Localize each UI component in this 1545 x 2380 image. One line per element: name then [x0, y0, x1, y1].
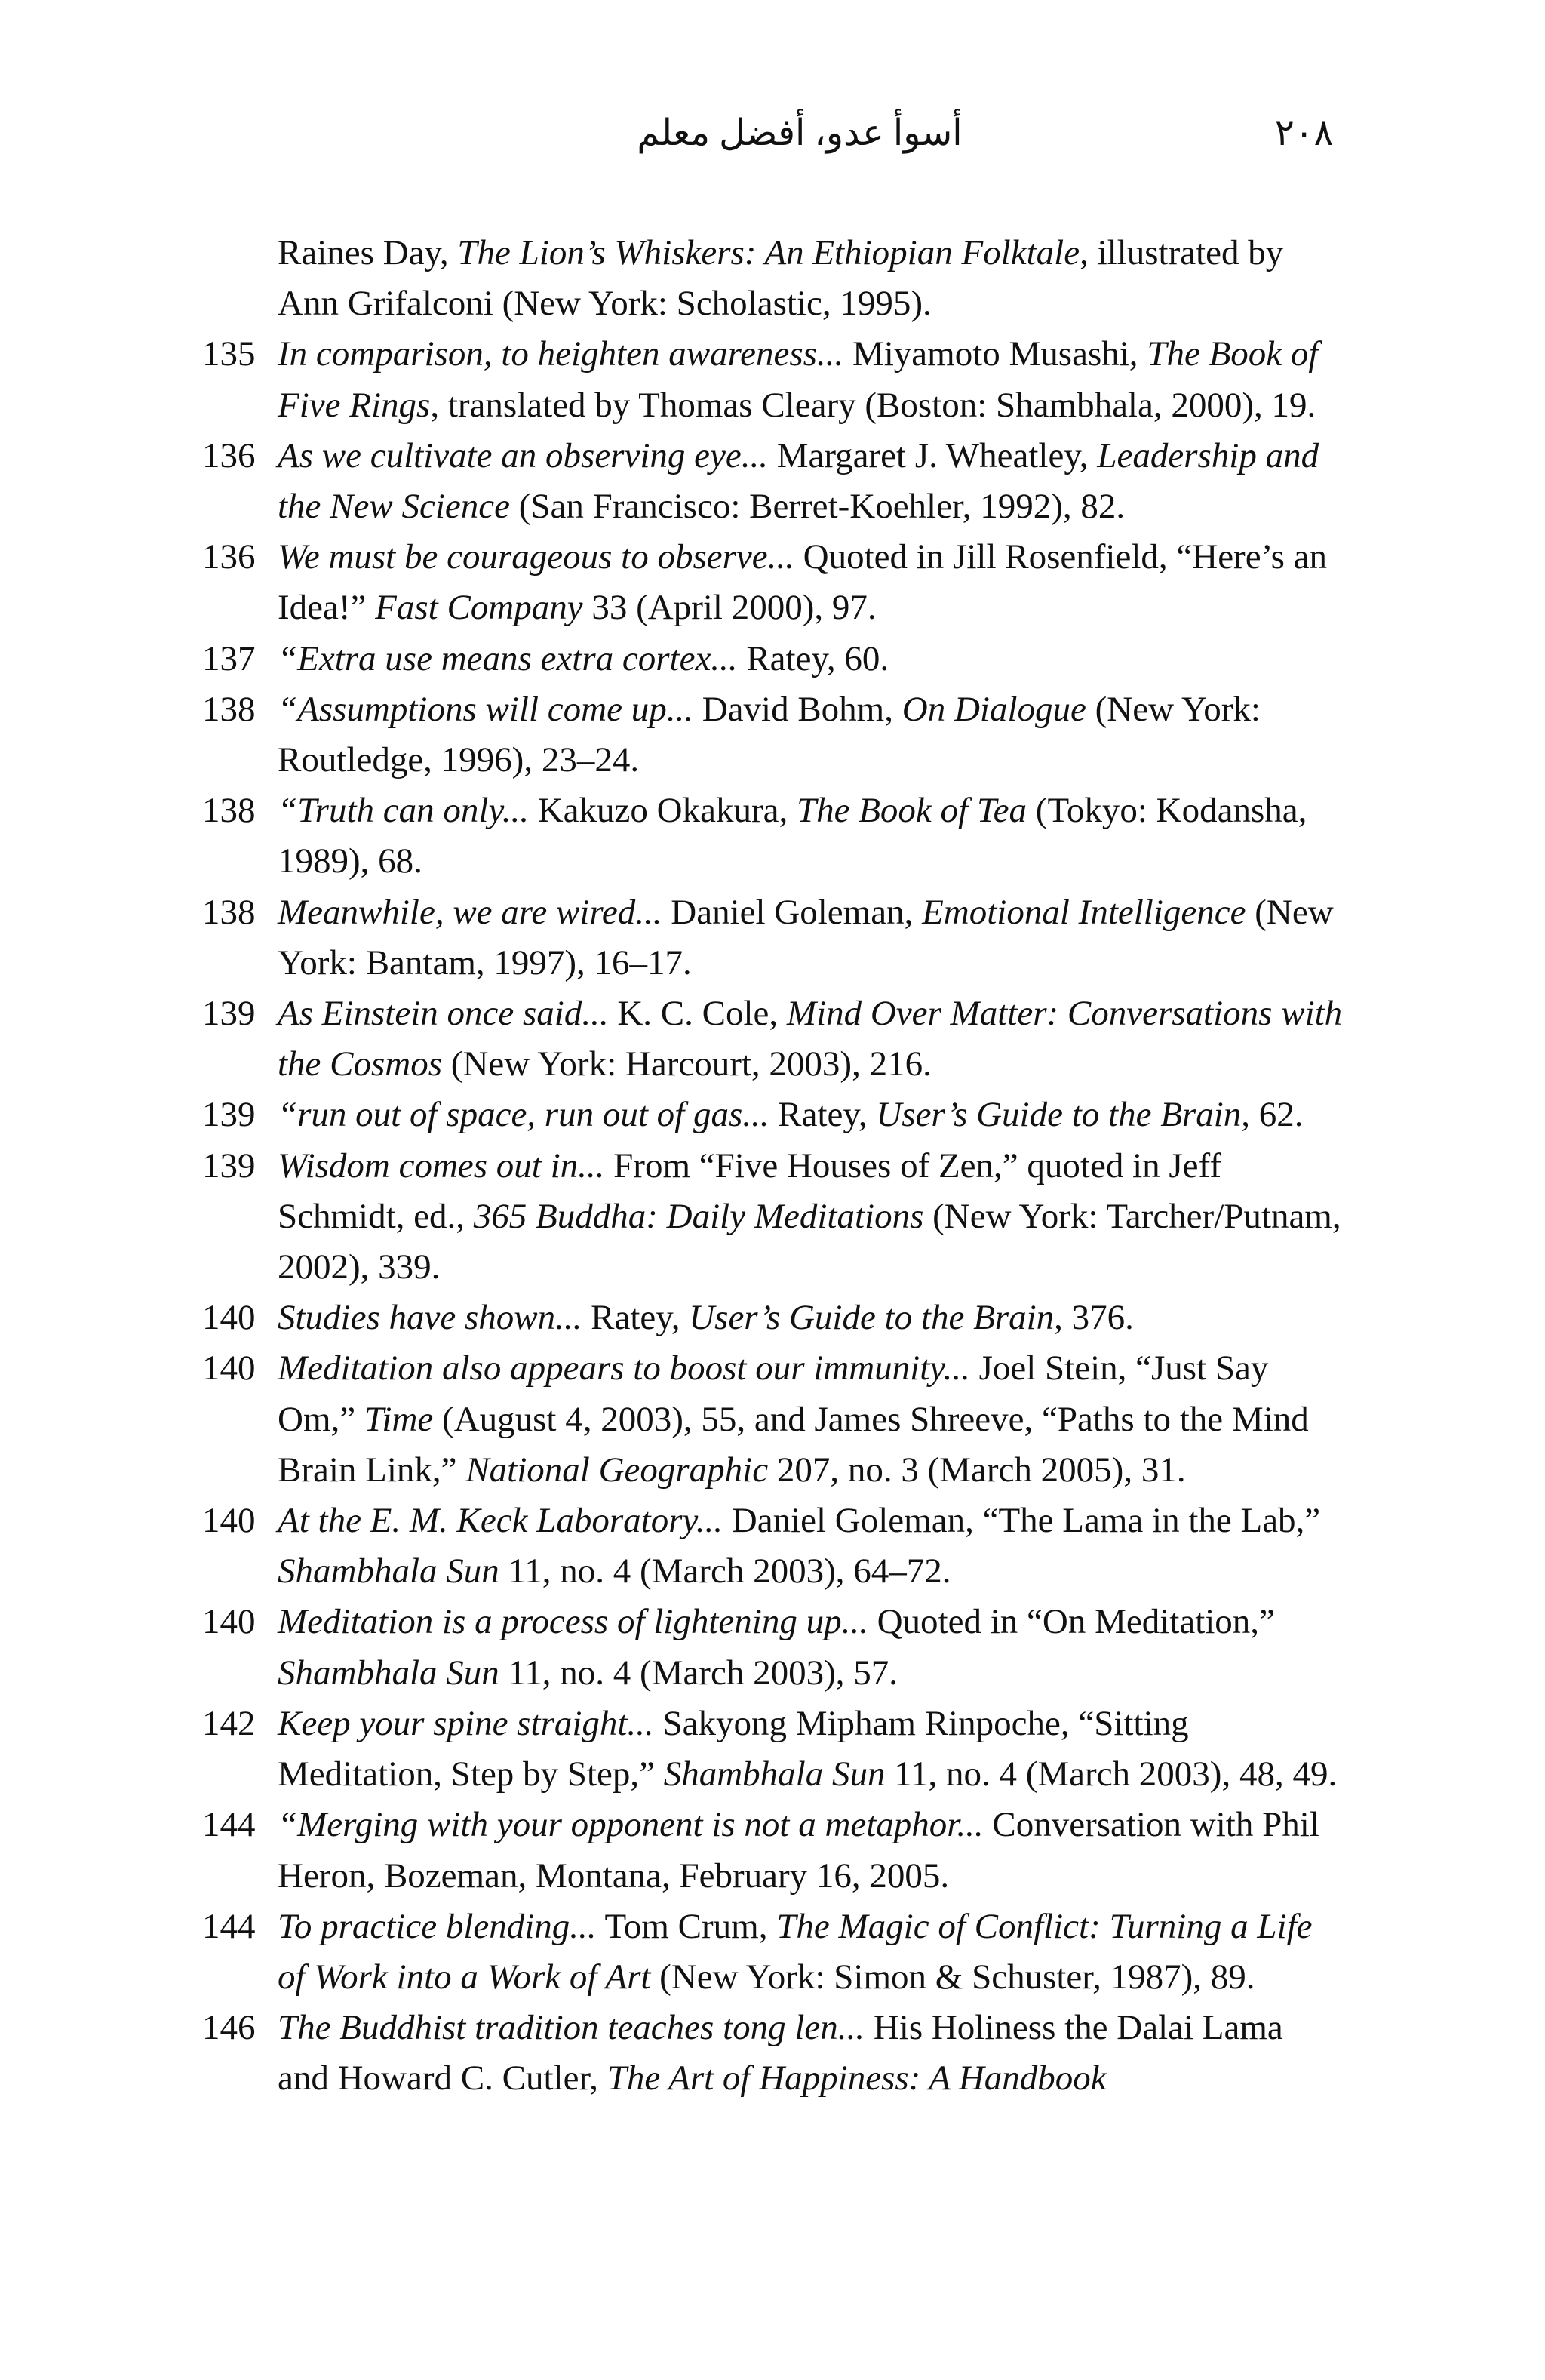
- endnote-entry: [0, 1496, 1343, 1597]
- endnote-citation: Joel Stein, “Just Say Om,” Time (August 4, 2003), 55, and James Shreeve, “Paths to the Mind Brain Link,” National Geographic 207, no. 3 (March 2005), 31.: [278, 1348, 1309, 1490]
- endnote-quote: “Merging with your opponent is not a metaphor...: [278, 1805, 984, 1845]
- endnote-citation: Kakuzo Okakura, The Book of Tea (Tokyo: Kodansha, 1989), 68.: [278, 791, 1307, 881]
- endnote-page-number: 135: [202, 334, 256, 374]
- endnote-page-number: 136: [202, 435, 256, 475]
- endnote-citation: Miyamoto Musashi, The Book of Five Rings, translated by Thomas Cleary (Boston: Shambhala, 2000), 19.: [278, 334, 1319, 425]
- endnote-citation: Ratey, 60.: [737, 638, 889, 678]
- endnote-citation: His Holiness the Dalai Lama and Howard C. Cutler, The Art of Happiness: A Handbook: [278, 2008, 1283, 2099]
- endnote-entry: [0, 431, 1343, 532]
- endnote-page-number: 140: [202, 1501, 256, 1541]
- endnote-citation: From “Five Houses of Zen,” quoted in Jeff Schmidt, ed., 365 Buddha: Daily Meditations (New York: Tarcher/Putnam, 2002), 339.: [278, 1145, 1341, 1287]
- endnote-page-number: 140: [202, 1348, 256, 1388]
- endnote-entry: [0, 1141, 1343, 1293]
- endnote-quote: We must be courageous to observe...: [278, 537, 794, 577]
- endnote-quote: At the E. M. Keck Laboratory...: [278, 1501, 723, 1541]
- endnote-citation: Raines Day, The Lion’s Whiskers: An Ethiopian Folktale, illustrated by Ann Grifalconi (New York: Scholastic, 1995).: [278, 233, 1284, 324]
- endnote-entry: [0, 532, 1343, 633]
- endnote-citation: Ratey, User’s Guide to the Brain, 62.: [769, 1095, 1304, 1135]
- endnote-entry: [0, 684, 1343, 786]
- page-number: ٢٠٨: [1275, 113, 1334, 153]
- endnote-citation: Conversation with Phil Heron, Bozeman, Montana, February 16, 2005.: [278, 1805, 1319, 1896]
- endnote-quote: Meditation also appears to boost our immunity...: [278, 1348, 970, 1388]
- endnote-entry: [0, 1343, 1343, 1496]
- endnote-entry: [0, 1293, 1343, 1343]
- endnote-page-number: 140: [202, 1298, 256, 1338]
- endnote-quote: Keep your spine straight...: [278, 1703, 654, 1743]
- endnote-entry: [0, 2003, 1343, 2104]
- endnote-entry: [0, 228, 1343, 329]
- endnote-citation: Daniel Goleman, “The Lama in the Lab,” Shambhala Sun 11, no. 4 (March 2003), 64–72.: [278, 1501, 1321, 1591]
- endnote-quote: The Buddhist tradition teaches tong len...: [278, 2008, 865, 2048]
- endnote-entry: [0, 1699, 1343, 1800]
- endnote-quote: Meditation is a process of lightening up...: [278, 1602, 868, 1642]
- endnote-quote: “run out of space, run out of gas...: [278, 1095, 769, 1135]
- endnote-entry: [0, 887, 1343, 989]
- endnote-page-number: 136: [202, 537, 256, 577]
- endnote-entry: [0, 786, 1343, 887]
- endnote-quote: In comparison, to heighten awareness...: [278, 334, 844, 374]
- endnote-page-number: 138: [202, 791, 256, 831]
- running-header-title: أسوأ عدو، أفضل معلم: [637, 113, 963, 153]
- endnote-quote: Wisdom comes out in...: [278, 1145, 605, 1185]
- endnote-citation: Margaret J. Wheatley, Leadership and the New Science (San Francisco: Berret-Koehler, 1992), 82.: [278, 435, 1319, 527]
- endnote-page-number: 138: [202, 892, 256, 932]
- endnote-entry: [0, 329, 1343, 430]
- endnote-page-number: 140: [202, 1602, 256, 1642]
- endnote-page-number: 138: [202, 689, 256, 729]
- endnote-quote: “Truth can only...: [278, 791, 529, 831]
- endnote-page-number: 139: [202, 1095, 256, 1135]
- endnotes-list: [0, 228, 1545, 2105]
- endnote-quote: “Extra use means extra cortex...: [278, 638, 738, 678]
- endnote-citation: Quoted in Jill Rosenfield, “Here’s an Idea!” Fast Company 33 (April 2000), 97.: [278, 537, 1328, 628]
- endnote-quote: “Assumptions will come up...: [278, 689, 693, 729]
- endnote-entry: [0, 634, 1343, 684]
- endnote-citation: Ratey, User’s Guide to the Brain, 376.: [582, 1298, 1134, 1338]
- endnote-citation: David Bohm, On Dialogue (New York: Routledge, 1996), 23–24.: [278, 689, 1261, 780]
- endnote-quote: To practice blending...: [278, 1906, 597, 1946]
- endnote-quote: Meanwhile, we are wired...: [278, 892, 662, 932]
- endnote-quote: As we cultivate an observing eye...: [278, 435, 768, 475]
- endnote-page-number: 142: [202, 1703, 256, 1743]
- endnote-page-number: 139: [202, 994, 256, 1034]
- endnote-entry: [0, 989, 1343, 1090]
- endnote-entry: [0, 1800, 1343, 1901]
- endnote-entry: [0, 1902, 1343, 2003]
- endnote-citation: Sakyong Mipham Rinpoche, “Sitting Meditation, Step by Step,” Shambhala Sun 11, no. 4 (March 2003), 48, 49.: [278, 1703, 1338, 1794]
- endnote-quote: As Einstein once said...: [278, 994, 609, 1034]
- endnote-entry: [0, 1090, 1343, 1140]
- endnote-page-number: 144: [202, 1805, 256, 1845]
- endnote-citation: K. C. Cole, Mind Over Matter: Conversations with the Cosmos (New York: Harcourt, 2003), 216.: [278, 994, 1343, 1084]
- endnote-page-number: 139: [202, 1145, 256, 1185]
- endnote-page-number: 144: [202, 1906, 256, 1946]
- endnote-entry: [0, 1597, 1343, 1698]
- page-header: [0, 112, 1545, 165]
- endnote-page-number: 146: [202, 2008, 256, 2048]
- endnote-citation: Daniel Goleman, Emotional Intelligence (New York: Bantam, 1997), 16–17.: [278, 892, 1334, 982]
- endnote-citation: Quoted in “On Meditation,” Shambhala Sun 11, no. 4 (March 2003), 57.: [278, 1602, 1275, 1693]
- endnote-page-number: 137: [202, 638, 256, 678]
- endnote-citation: Tom Crum, The Magic of Conflict: Turning a Life of Work into a Work of Art (New York: Simon & Schuster, 1987), 89.: [278, 1906, 1313, 1997]
- endnote-quote: Studies have shown...: [278, 1298, 582, 1338]
